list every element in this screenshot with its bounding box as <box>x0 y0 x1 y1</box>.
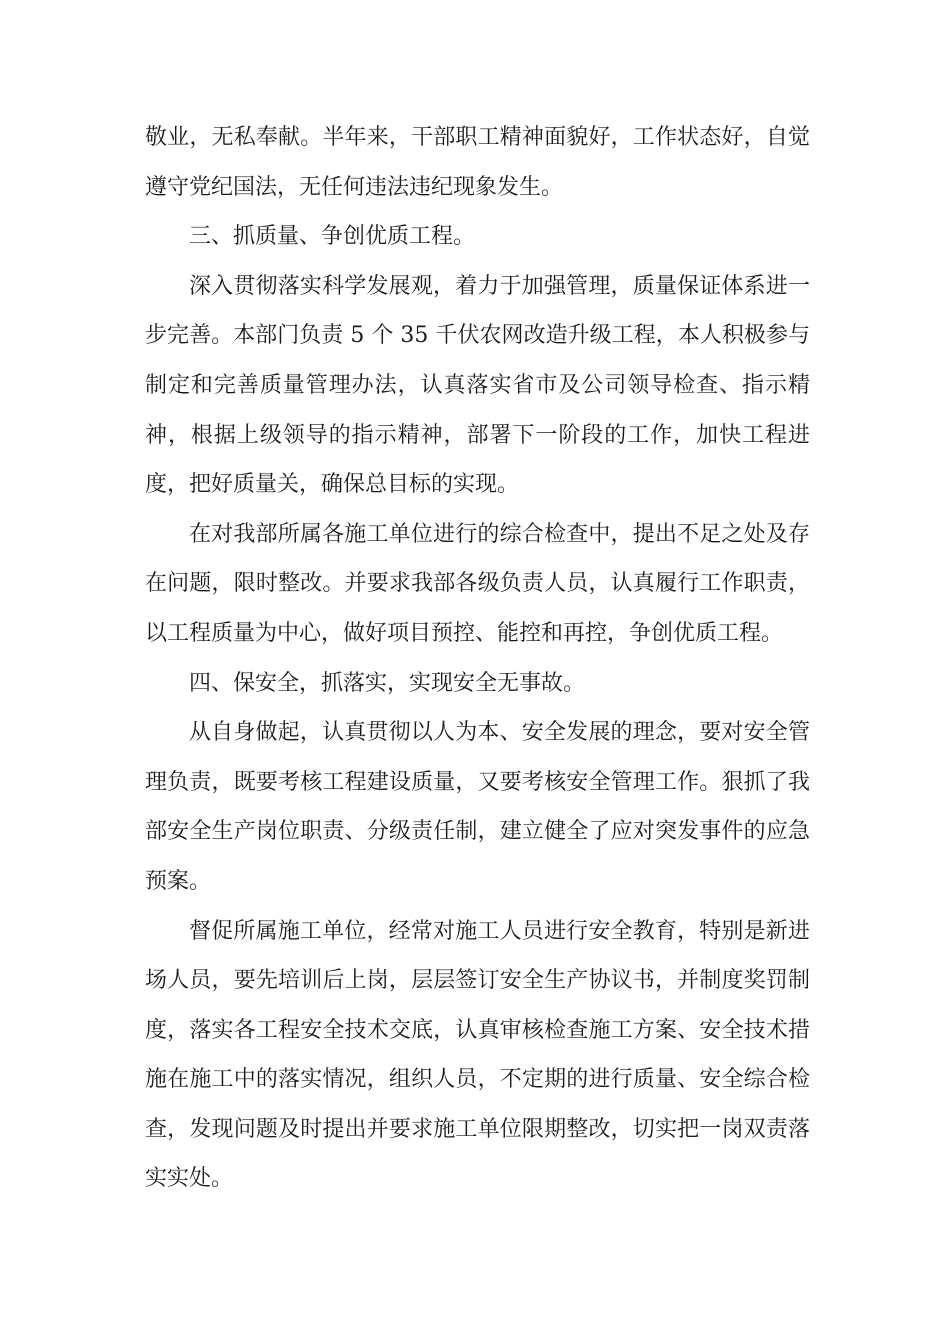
paragraph-safety-supervision: 督促所属施工单位，经常对施工人员进行安全教育，特别是新进场人员，要先培训后上岗，层层签订安全生产协议书，并制度奖罚制度，落实各工程安全技术交底，认真审核检查施工方案、安全技术措施在施工中的落实情况，组织人员，不定期的进行质量、安全综合检查，发现问题及时提出并要求施工单位限期整改，切实把一岗双责落实实处。 <box>145 918 810 1192</box>
paragraph-continuation: 敬业，无私奉献。半年来，干部职工精神面貌好，工作状态好，自觉遵守党纪国法，无任何违法违纪现象发生。 <box>145 125 810 200</box>
section-heading-quality: 三、抓质量、争创优质工程。 <box>189 224 476 250</box>
paragraph-quality-management: 深入贯彻落实科学发展观，着力于加强管理，质量保证体系进一步完善。本部门负责 5 个 35 千伏农网改造升级工程，本人积极参与制定和完善质量管理办法，认真落实省市及公司领导检查、指示精神，根据上级领导的指示精神，部署下一阶段的工作，加快工程进度，把好质量关，确保总目标的实现。 <box>145 273 810 498</box>
paragraph-quality-inspection: 在对我部所属各施工单位进行的综合检查中，提出不足之处及存在问题，限时整改。并要求我部各级负责人员，认真履行工作职责，以工程质量为中心，做好项目预控、能控和再控，争创优质工程。 <box>145 521 810 646</box>
document-body <box>145 113 810 1204</box>
section-heading-safety: 四、保安全，抓落实，实现安全无事故。 <box>189 670 586 696</box>
paragraph-safety-management: 从自身做起，认真贯彻以人为本、安全发展的理念，要对安全管理负责，既要考核工程建设质量，又要考核安全管理工作。狠抓了我部安全生产岗位职责、分级责任制，建立健全了应对突发事件的应急预案。 <box>145 720 810 894</box>
